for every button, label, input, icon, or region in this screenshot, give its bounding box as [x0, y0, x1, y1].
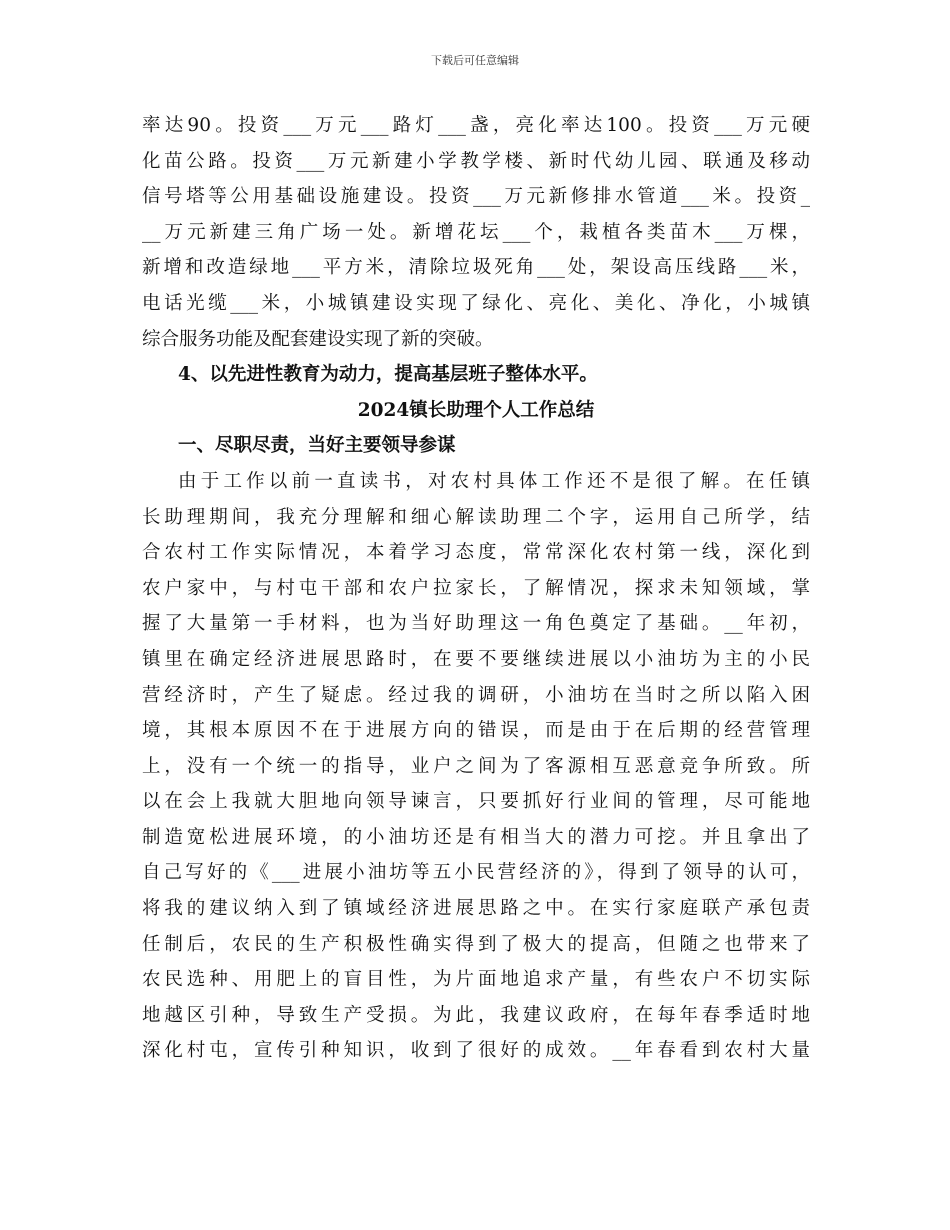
text-line: 农户家中，与村屯干部和农户拉家长，了解情况，探求未知领域，掌 — [142, 577, 810, 599]
text-line: 电话光缆___米，小城镇建设实现了绿化、亮化、美化、净化，小城镇 — [142, 292, 810, 314]
document-body — [142, 108, 810, 1069]
text-line: 新增和改造绿地___平方米，清除垃圾死角___处，架设高压线路___米， — [142, 257, 810, 279]
text-line: 上，没有一个统一的指导，业户之间为了客源相互恶意竞争所致。所 — [142, 755, 810, 777]
paragraph-section-1 — [142, 464, 810, 1069]
text-line: 将我的建议纳入到了镇域经济进展思路之中。在实行家庭联产承包责 — [142, 898, 810, 920]
text-line: 任制后，农民的生产积极性确实得到了极大的提高，但随之也带来了 — [142, 933, 810, 955]
text-line: 自己写好的《___进展小油坊等五小民营经济的》，得到了领导的认可， — [142, 862, 810, 884]
page-header: 下载后可任意编辑 — [431, 54, 519, 67]
text-line: 境，其根本原因不在于进展方向的错误，而是由于在后期的经营管理 — [142, 720, 810, 742]
text-line: 综合服务功能及配套建设实现了新的突破。 — [142, 328, 494, 350]
text-line: 长助理期间，我充分理解和细心解读助理二个字，运用自己所学，结 — [142, 506, 810, 528]
document-title: 2024镇长助理个人工作总结 — [357, 399, 595, 421]
text-line: 地越区引种，导致生产受损。为此，我建议政府，在每年春季适时地 — [142, 1004, 810, 1026]
text-line: 握了大量第一手材料，也为当好助理这一角色奠定了基础。__年初， — [142, 613, 810, 635]
text-line: 深化村屯，宣传引种知识，收到了很好的成效。__年春看到农村大量 — [142, 1040, 810, 1062]
text-line: 信号塔等公用基础设施建设。投资___万元新修排水管道___米。投资_ — [142, 186, 810, 208]
text-line: 制造宽松进展环境，的小油坊还是有相当大的潜力可挖。并且拿出了 — [142, 826, 810, 848]
text-line: 以在会上我就大胆地向领导谏言，只要抓好行业间的管理，尽可能地 — [142, 791, 810, 813]
text-line: 化苗公路。投资___万元新建小学教学楼、新时代幼儿园、联通及移动 — [142, 150, 810, 172]
paragraph-infrastructure — [142, 108, 810, 357]
text-line: 合农村工作实际情况，本着学习态度，常常深化农村第一线，深化到 — [142, 542, 810, 564]
text-line: 由于工作以前一直读书，对农村具体工作还不是很了解。在任镇 — [178, 470, 810, 492]
text-line: 营经济时，产生了疑虑。经过我的调研，小油坊在当时之所以陷入困 — [142, 684, 810, 706]
text-line: 率达90。投资___万元___路灯___盏，亮化率达100。投资___万元硬 — [142, 115, 810, 136]
text-line: __万元新建三角广场一处。新增花坛___个，栽植各类苗木___万棵， — [142, 221, 810, 243]
section-heading-1: 一、尽职尽责，当好主要领导参谋 — [178, 435, 456, 457]
text-line: 农民选种、用肥上的盲目性，为片面地追求产量，有些农户不切实际 — [142, 969, 810, 991]
heading-point-4: 4、以先进性教育为动力，提高基层班子整体水平。 — [178, 364, 598, 386]
text-line: 镇里在确定经济进展思路时，在要不要继续进展以小油坊为主的小民 — [142, 648, 810, 670]
